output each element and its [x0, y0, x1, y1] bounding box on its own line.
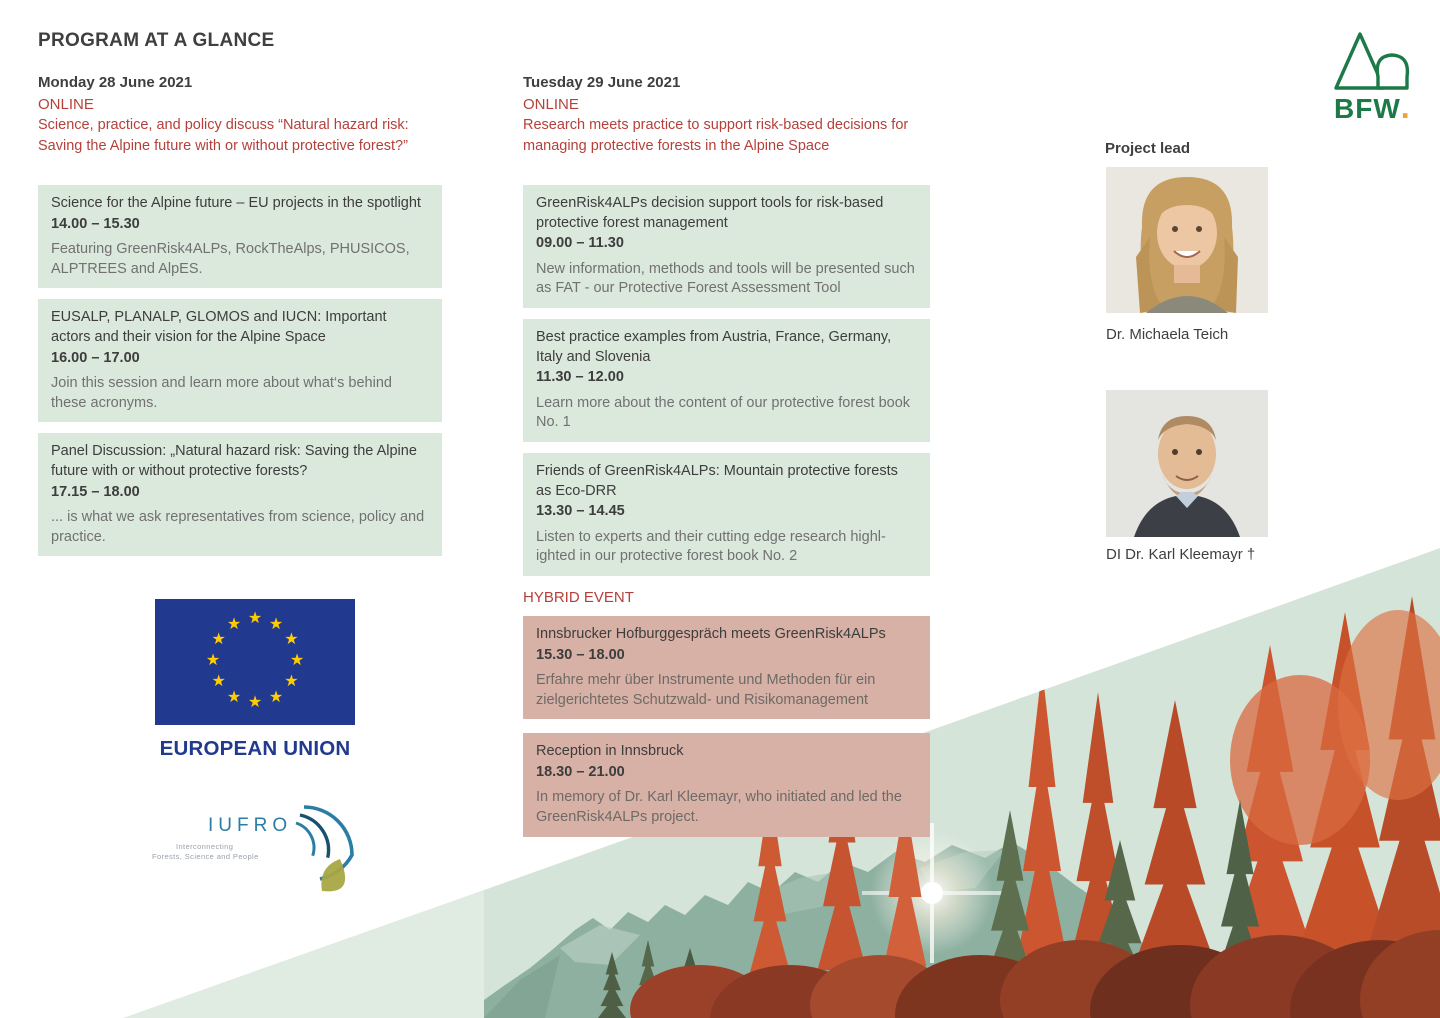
iufro-swoosh-icon — [292, 805, 382, 897]
eu-star-icon: ★ — [226, 688, 242, 706]
session-title: GreenRisk4ALPs decision support tools for risk-based protective forest management — [536, 195, 884, 231]
project-lead-label: Project lead — [1105, 140, 1191, 157]
session-desc: Listen to experts and their cutting edge research highl-ighted in our protective forest book No. 2 — [536, 528, 886, 565]
session-card — [38, 299, 442, 422]
session-card — [38, 433, 442, 556]
iufro-logo — [142, 805, 382, 897]
session-title: Science for the Alpine future – EU projects in the spotlight — [51, 195, 421, 211]
eu-star-icon: ★ — [211, 631, 226, 649]
hybrid-session-card — [523, 733, 930, 836]
session-time: 16.00 – 17.00 — [51, 349, 140, 366]
bfw-logo — [1330, 28, 1434, 132]
session-time: 15.30 – 18.00 — [536, 646, 625, 663]
eu-star-icon: ★ — [284, 673, 299, 691]
session-desc: Learn more about the content of our protective forest book No. 1 — [536, 394, 911, 431]
portrait-karl-kleemayr — [1106, 390, 1268, 537]
session-card — [523, 453, 930, 576]
mint-wedge — [123, 890, 484, 1018]
portrait-michaela-teich — [1106, 167, 1268, 313]
eu-star-icon: ★ — [289, 652, 305, 670]
eu-star-icon: ★ — [247, 610, 263, 628]
eu-star-icon: ★ — [247, 694, 263, 712]
eu-star-icon: ★ — [205, 652, 221, 670]
eu-logo — [150, 599, 360, 761]
session-title: Friends of GreenRisk4ALPs: Mountain protective forests as Eco-DRR — [536, 462, 898, 499]
eu-star-icon: ★ — [284, 631, 299, 649]
session-card — [523, 319, 930, 442]
session-time: 13.30 – 14.45 — [536, 503, 625, 520]
session-desc: ... is what we ask representatives from science, policy and practice. — [51, 509, 425, 545]
session-desc: Erfahre mehr über Instrumente und Methoden für ein zielgerichtetes Schutzwald- und Risikomanagement — [536, 672, 876, 708]
person-name: DI Dr. Karl Kleemayr † — [1106, 546, 1256, 563]
session-time: 09.00 – 11.30 — [536, 235, 624, 252]
monday-day-header: Monday 28 June 2021 — [38, 74, 193, 91]
iufro-tagline-line1: Interconnecting — [176, 842, 234, 852]
session-card — [523, 185, 930, 308]
session-card — [38, 185, 442, 288]
session-title: Panel Discussion: „Natural hazard risk: Saving the Alpine future with or without protective forests? — [51, 443, 417, 479]
page-title: PROGRAM AT A GLANCE — [38, 30, 275, 51]
eu-flag-icon — [155, 599, 355, 725]
monday-theme: Science, practice, and policy discuss “Natural hazard risk: Saving the Alpine future with or without protective forest?” — [38, 117, 409, 154]
session-title: EUSALP, PLANALP, GLOMOS and IUCN: Important actors and their vision for the Alpine Space — [51, 309, 387, 345]
session-desc: Join this session and learn more about what‘s behind these acronyms. — [51, 375, 392, 411]
person-name: Dr. Michaela Teich — [1106, 326, 1229, 343]
eu-star-icon: ★ — [226, 615, 242, 633]
session-desc: New information, methods and tools will be presented such as FAT - our Protective Forest Assessment Tool — [536, 260, 915, 297]
tuesday-day-header: Tuesday 29 June 2021 — [523, 74, 681, 91]
bfw-dot: . — [1400, 89, 1411, 125]
column-tuesday — [523, 72, 930, 848]
session-desc: Featuring GreenRisk4ALPs, RockTheAlps, PHUSICOS, ALPTREES and AlpES. — [51, 241, 410, 277]
hybrid-event-label: HYBRID EVENT — [523, 588, 634, 606]
session-time: 18.30 – 21.00 — [536, 763, 625, 780]
svg-text:BFW. — [1334, 89, 1411, 125]
session-title: Reception in Innsbruck — [536, 743, 684, 760]
hybrid-session-card — [523, 616, 930, 719]
session-time: 11.30 – 12.00 — [536, 369, 624, 386]
tuesday-mode-label: ONLINE — [523, 96, 579, 113]
column-monday — [38, 72, 442, 897]
tuesday-theme: Research meets practice to support risk-based decisions for managing protective forests in the Alpine Space — [523, 117, 909, 154]
bfw-wordmark: BFW — [1334, 93, 1401, 124]
monday-mode-label: ONLINE — [38, 96, 94, 113]
eu-star-icon: ★ — [268, 615, 284, 633]
eu-star-icon: ★ — [211, 673, 226, 691]
session-desc: In memory of Dr. Karl Kleemayr, who initiated and led the GreenRisk4ALPs project. — [536, 789, 902, 826]
session-time: 17.15 – 18.00 — [51, 483, 140, 500]
eu-caption: EUROPEAN UNION — [159, 737, 351, 761]
session-title: Best practice examples from Austria, France, Germany, Italy and Slovenia — [536, 328, 892, 365]
session-time: 14.00 – 15.30 — [51, 215, 140, 232]
session-title: Innsbrucker Hofburggespräch meets GreenRisk4ALPs — [536, 625, 886, 642]
iufro-tagline-line2: Forests, Science and People — [152, 852, 259, 862]
eu-star-icon: ★ — [268, 688, 284, 706]
iufro-wordmark: IUFRO — [208, 815, 293, 837]
